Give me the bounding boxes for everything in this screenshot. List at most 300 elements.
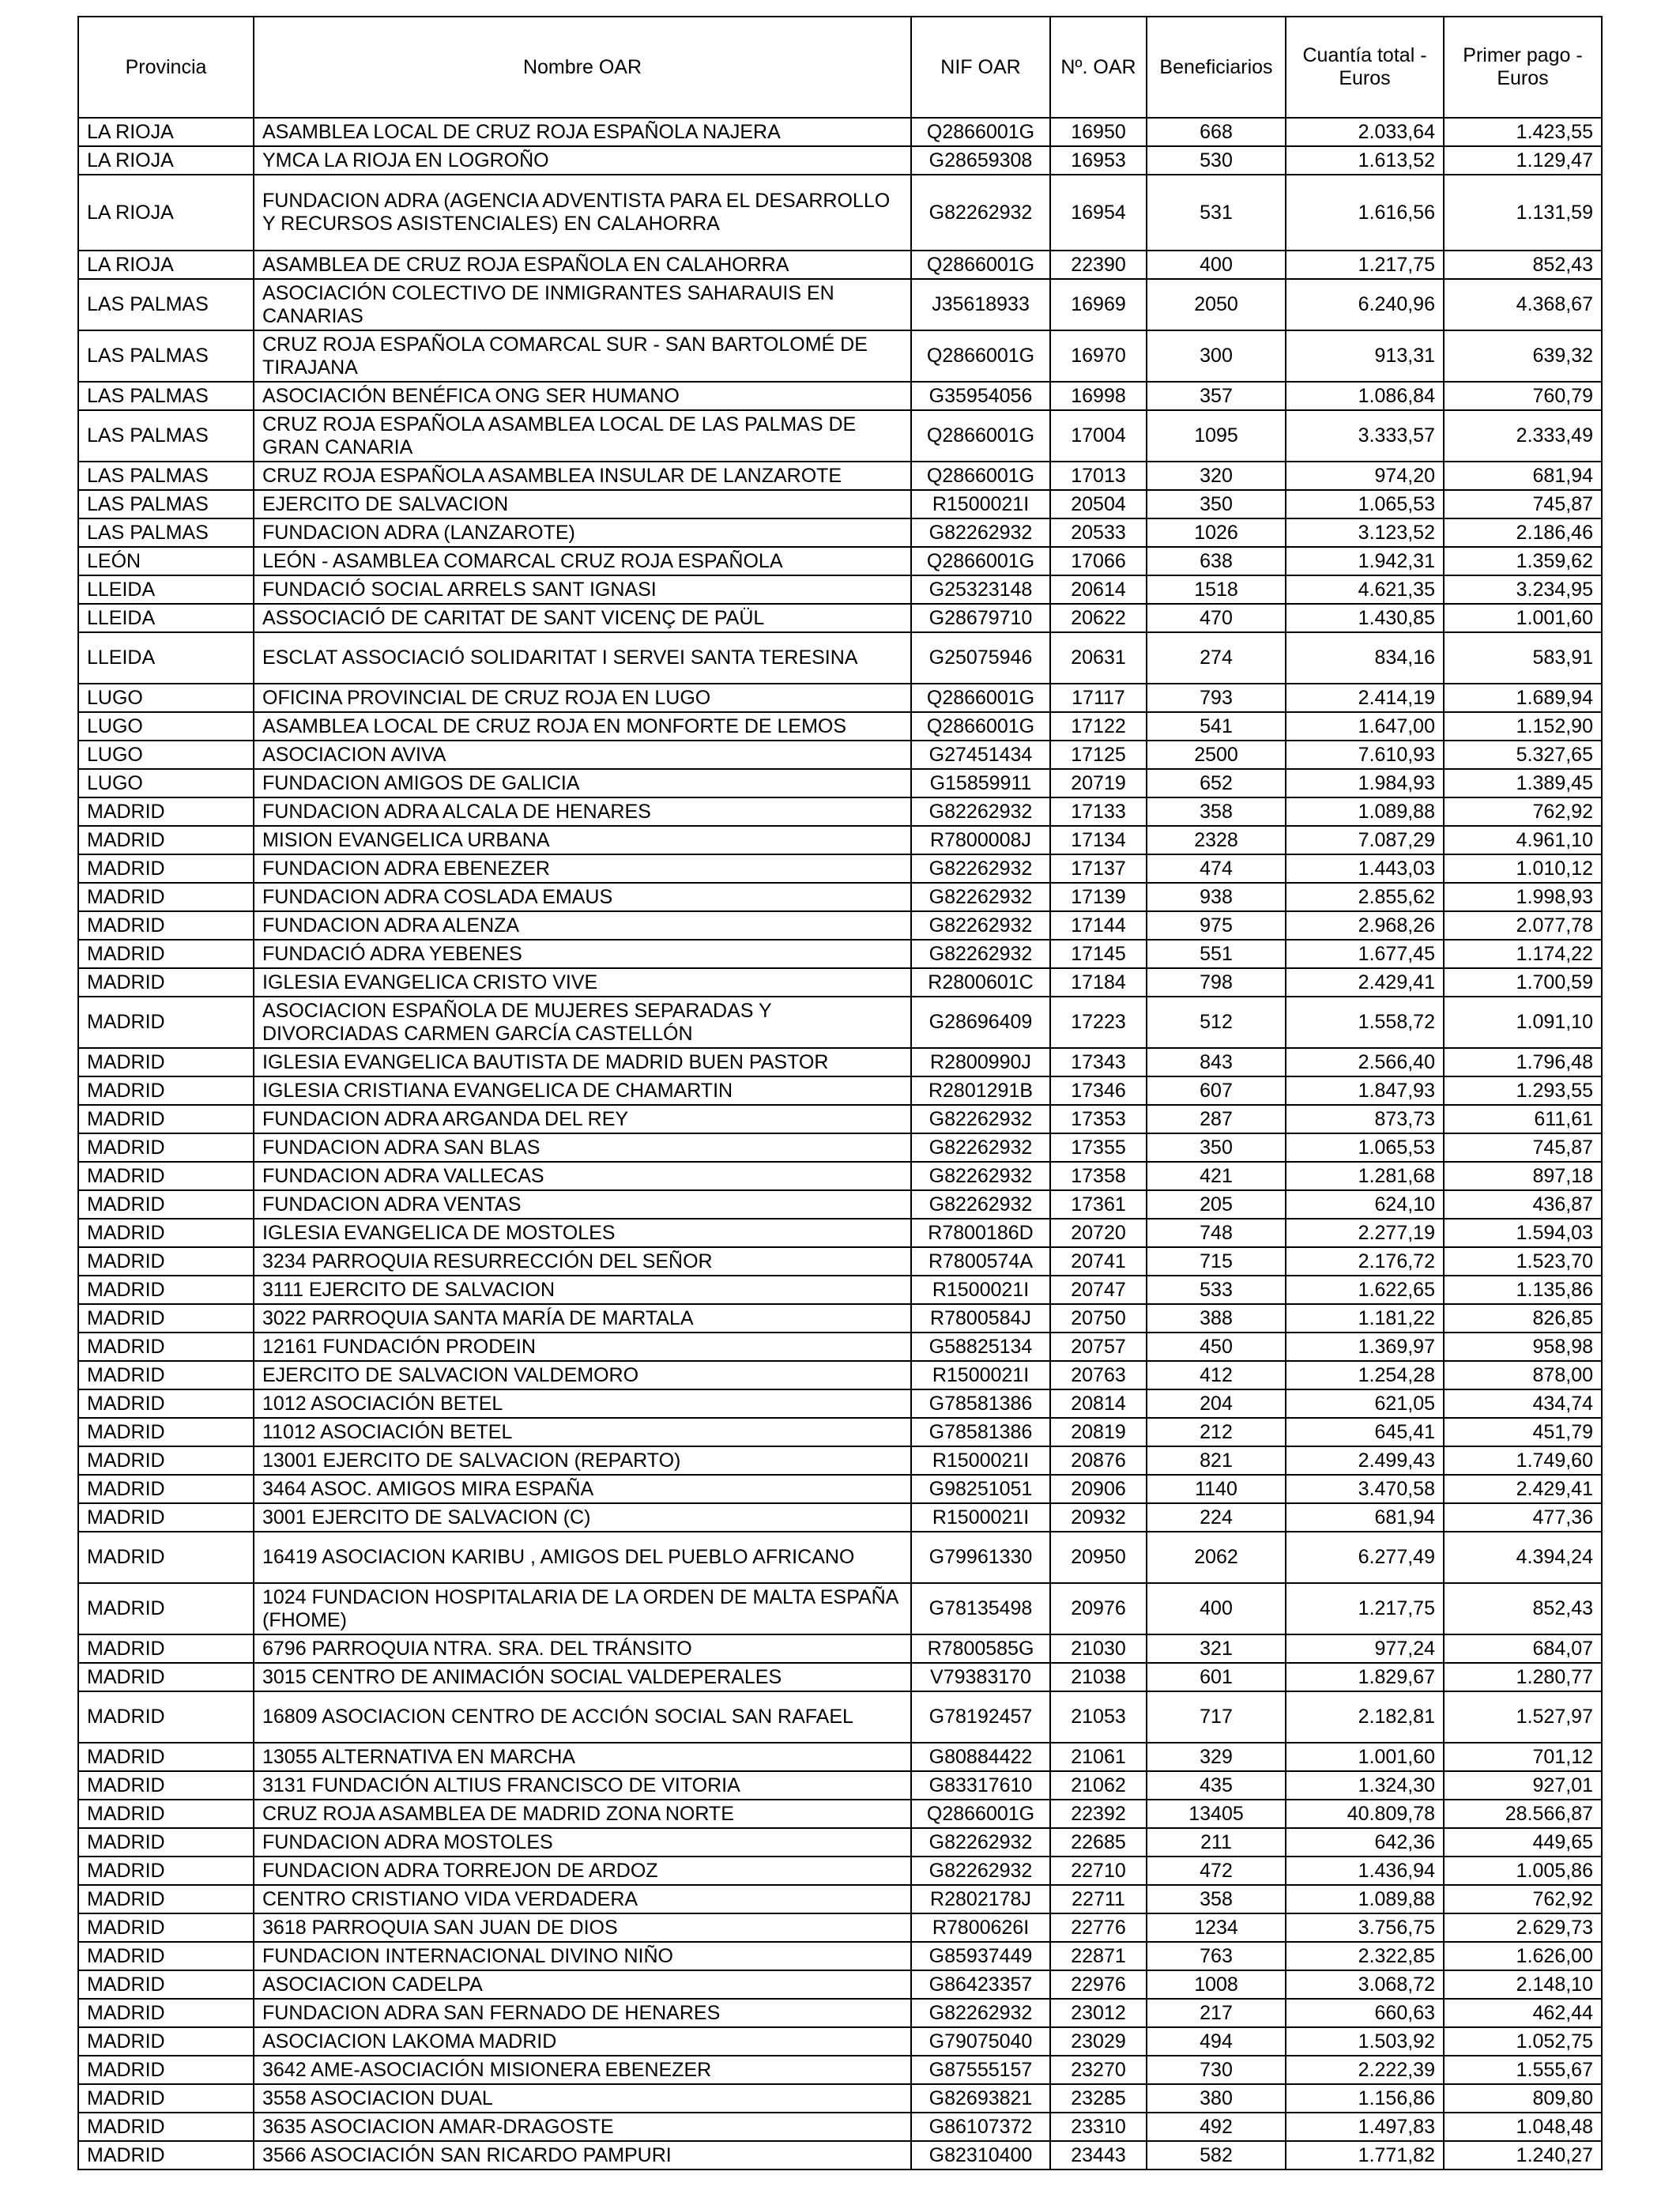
table-row bbox=[78, 1970, 1602, 1999]
nif-cell: R1500021I bbox=[911, 1446, 1050, 1475]
numero-cell: 20976 bbox=[1050, 1583, 1147, 1634]
numero-cell: 17134 bbox=[1050, 826, 1147, 854]
nombre-cell: 13001 EJERCITO DE SALVACION (REPARTO) bbox=[254, 1446, 911, 1475]
table-row bbox=[78, 1800, 1602, 1828]
table-row bbox=[78, 604, 1602, 632]
header-beneficiarios: Beneficiarios bbox=[1147, 17, 1286, 118]
beneficiarios-cell: 1026 bbox=[1147, 518, 1286, 547]
table-row bbox=[78, 251, 1602, 279]
provincia-cell: MADRID bbox=[78, 1970, 254, 1999]
cuantia-cell: 1.086,84 bbox=[1286, 382, 1444, 410]
table-row bbox=[78, 490, 1602, 518]
cuantia-cell: 1.613,52 bbox=[1286, 146, 1444, 175]
primer-pago-cell: 1.700,59 bbox=[1444, 968, 1602, 997]
table-row bbox=[78, 1105, 1602, 1133]
nif-cell: G78581386 bbox=[911, 1389, 1050, 1418]
nif-cell: G82262932 bbox=[911, 1162, 1050, 1190]
numero-cell: 22711 bbox=[1050, 1885, 1147, 1913]
nif-cell: Q2866001G bbox=[911, 462, 1050, 490]
table-row bbox=[78, 575, 1602, 604]
primer-pago-cell: 1.135,86 bbox=[1444, 1276, 1602, 1304]
nombre-cell: FUNDACION ADRA COSLADA EMAUS bbox=[254, 883, 911, 911]
nombre-cell: CRUZ ROJA ESPAÑOLA ASAMBLEA LOCAL DE LAS PALMAS DE GRAN CANARIA bbox=[254, 410, 911, 462]
nif-cell: J35618933 bbox=[911, 279, 1050, 330]
table-row bbox=[78, 1219, 1602, 1247]
beneficiarios-cell: 211 bbox=[1147, 1828, 1286, 1857]
beneficiarios-cell: 601 bbox=[1147, 1663, 1286, 1691]
beneficiarios-cell: 541 bbox=[1147, 712, 1286, 741]
table-row bbox=[78, 518, 1602, 547]
cuantia-cell: 6.240,96 bbox=[1286, 279, 1444, 330]
table-row bbox=[78, 1247, 1602, 1276]
nif-cell: G58825134 bbox=[911, 1333, 1050, 1361]
cuantia-cell: 1.065,53 bbox=[1286, 1133, 1444, 1162]
nombre-cell: 16809 ASOCIACION CENTRO DE ACCIÓN SOCIAL SAN RAFAEL bbox=[254, 1691, 911, 1743]
provincia-cell: LLEIDA bbox=[78, 632, 254, 684]
provincia-cell: MADRID bbox=[78, 1190, 254, 1219]
numero-cell: 22976 bbox=[1050, 1970, 1147, 1999]
nombre-cell: FUNDACION AMIGOS DE GALICIA bbox=[254, 769, 911, 797]
numero-cell: 20763 bbox=[1050, 1361, 1147, 1389]
numero-cell: 22390 bbox=[1050, 251, 1147, 279]
numero-cell: 17145 bbox=[1050, 940, 1147, 968]
beneficiarios-cell: 320 bbox=[1147, 462, 1286, 490]
nif-cell: R1500021I bbox=[911, 1361, 1050, 1389]
nombre-cell: YMCA LA RIOJA EN LOGROÑO bbox=[254, 146, 911, 175]
header-provincia: Provincia bbox=[78, 17, 254, 118]
provincia-cell: MADRID bbox=[78, 911, 254, 940]
numero-cell: 20504 bbox=[1050, 490, 1147, 518]
nombre-cell: ASSOCIACIÓ DE CARITAT DE SANT VICENÇ DE PAÜL bbox=[254, 604, 911, 632]
table-row bbox=[78, 1691, 1602, 1743]
header-row bbox=[78, 17, 1602, 118]
beneficiarios-cell: 843 bbox=[1147, 1048, 1286, 1076]
primer-pago-cell: 1.001,60 bbox=[1444, 604, 1602, 632]
table-row bbox=[78, 1475, 1602, 1503]
header-numero: Nº. OAR bbox=[1050, 17, 1147, 118]
numero-cell: 17139 bbox=[1050, 883, 1147, 911]
beneficiarios-cell: 494 bbox=[1147, 2027, 1286, 2056]
nif-cell: Q2866001G bbox=[911, 410, 1050, 462]
table-row bbox=[78, 968, 1602, 997]
cuantia-cell: 1.829,67 bbox=[1286, 1663, 1444, 1691]
primer-pago-cell: 1.523,70 bbox=[1444, 1247, 1602, 1276]
nif-cell: G82262932 bbox=[911, 854, 1050, 883]
beneficiarios-cell: 421 bbox=[1147, 1162, 1286, 1190]
provincia-cell: LEÓN bbox=[78, 547, 254, 575]
nif-cell: G82310400 bbox=[911, 2141, 1050, 2169]
primer-pago-cell: 826,85 bbox=[1444, 1304, 1602, 1333]
primer-pago-cell: 449,65 bbox=[1444, 1828, 1602, 1857]
table-row bbox=[78, 1133, 1602, 1162]
provincia-cell: MADRID bbox=[78, 1942, 254, 1970]
nif-cell: G86423357 bbox=[911, 1970, 1050, 1999]
nombre-cell: 3234 PARROQUIA RESURRECCIÓN DEL SEÑOR bbox=[254, 1247, 911, 1276]
nombre-cell: 6796 PARROQUIA NTRA. SRA. DEL TRÁNSITO bbox=[254, 1634, 911, 1663]
cuantia-cell: 834,16 bbox=[1286, 632, 1444, 684]
nombre-cell: CENTRO CRISTIANO VIDA VERDADERA bbox=[254, 1885, 911, 1913]
nombre-cell: IGLESIA EVANGELICA DE MOSTOLES bbox=[254, 1219, 911, 1247]
nif-cell: G82262932 bbox=[911, 518, 1050, 547]
primer-pago-cell: 583,91 bbox=[1444, 632, 1602, 684]
cuantia-cell: 1.217,75 bbox=[1286, 251, 1444, 279]
nombre-cell: FUNDACIÓ ADRA YEBENES bbox=[254, 940, 911, 968]
numero-cell: 20741 bbox=[1050, 1247, 1147, 1276]
nif-cell: G82262932 bbox=[911, 175, 1050, 251]
numero-cell: 20757 bbox=[1050, 1333, 1147, 1361]
cuantia-cell: 1.558,72 bbox=[1286, 997, 1444, 1048]
primer-pago-cell: 1.129,47 bbox=[1444, 146, 1602, 175]
beneficiarios-cell: 798 bbox=[1147, 968, 1286, 997]
numero-cell: 17013 bbox=[1050, 462, 1147, 490]
numero-cell: 20906 bbox=[1050, 1475, 1147, 1503]
table-row bbox=[78, 883, 1602, 911]
provincia-cell: MADRID bbox=[78, 997, 254, 1048]
numero-cell: 22871 bbox=[1050, 1942, 1147, 1970]
beneficiarios-cell: 582 bbox=[1147, 2141, 1286, 2169]
header-primer-pago: Primer pago - Euros bbox=[1444, 17, 1602, 118]
cuantia-cell: 974,20 bbox=[1286, 462, 1444, 490]
nif-cell: G82262932 bbox=[911, 911, 1050, 940]
table-row bbox=[78, 1583, 1602, 1634]
numero-cell: 17361 bbox=[1050, 1190, 1147, 1219]
numero-cell: 17004 bbox=[1050, 410, 1147, 462]
primer-pago-cell: 1.293,55 bbox=[1444, 1076, 1602, 1105]
numero-cell: 20631 bbox=[1050, 632, 1147, 684]
primer-pago-cell: 2.186,46 bbox=[1444, 518, 1602, 547]
primer-pago-cell: 451,79 bbox=[1444, 1418, 1602, 1446]
numero-cell: 16970 bbox=[1050, 330, 1147, 382]
cuantia-cell: 1.436,94 bbox=[1286, 1857, 1444, 1885]
table-row bbox=[78, 462, 1602, 490]
nombre-cell: 12161 FUNDACIÓN PRODEIN bbox=[254, 1333, 911, 1361]
table-row bbox=[78, 1276, 1602, 1304]
provincia-cell: MADRID bbox=[78, 940, 254, 968]
table-row bbox=[78, 1333, 1602, 1361]
primer-pago-cell: 1.423,55 bbox=[1444, 118, 1602, 146]
beneficiarios-cell: 1140 bbox=[1147, 1475, 1286, 1503]
primer-pago-cell: 1.091,10 bbox=[1444, 997, 1602, 1048]
provincia-cell: LA RIOJA bbox=[78, 118, 254, 146]
beneficiarios-cell: 204 bbox=[1147, 1389, 1286, 1418]
table-row bbox=[78, 684, 1602, 712]
beneficiarios-cell: 512 bbox=[1147, 997, 1286, 1048]
provincia-cell: MADRID bbox=[78, 968, 254, 997]
nombre-cell: 3015 CENTRO DE ANIMACIÓN SOCIAL VALDEPERALES bbox=[254, 1663, 911, 1691]
table-row bbox=[78, 911, 1602, 940]
header-cuantia-total: Cuantía total - Euros bbox=[1286, 17, 1444, 118]
numero-cell: 22710 bbox=[1050, 1857, 1147, 1885]
cuantia-cell: 1.771,82 bbox=[1286, 2141, 1444, 2169]
beneficiarios-cell: 357 bbox=[1147, 382, 1286, 410]
cuantia-cell: 2.566,40 bbox=[1286, 1048, 1444, 1076]
table-row bbox=[78, 382, 1602, 410]
nombre-cell: EJERCITO DE SALVACION bbox=[254, 490, 911, 518]
cuantia-cell: 3.068,72 bbox=[1286, 1970, 1444, 1999]
oar-table bbox=[77, 16, 1603, 2170]
table-row bbox=[78, 1634, 1602, 1663]
numero-cell: 20932 bbox=[1050, 1503, 1147, 1532]
numero-cell: 17066 bbox=[1050, 547, 1147, 575]
nif-cell: G85937449 bbox=[911, 1942, 1050, 1970]
primer-pago-cell: 1.131,59 bbox=[1444, 175, 1602, 251]
cuantia-cell: 1.181,22 bbox=[1286, 1304, 1444, 1333]
nif-cell: R2801291B bbox=[911, 1076, 1050, 1105]
table-row bbox=[78, 1532, 1602, 1583]
nombre-cell: 1012 ASOCIACIÓN BETEL bbox=[254, 1389, 911, 1418]
table-row bbox=[78, 1828, 1602, 1857]
table-row bbox=[78, 1771, 1602, 1800]
cuantia-cell: 7.087,29 bbox=[1286, 826, 1444, 854]
nif-cell: G82262932 bbox=[911, 1828, 1050, 1857]
provincia-cell: LAS PALMAS bbox=[78, 279, 254, 330]
primer-pago-cell: 1.796,48 bbox=[1444, 1048, 1602, 1076]
primer-pago-cell: 2.148,10 bbox=[1444, 1970, 1602, 1999]
nombre-cell: 3131 FUNDACIÓN ALTIUS FRANCISCO DE VITORIA bbox=[254, 1771, 911, 1800]
beneficiarios-cell: 300 bbox=[1147, 330, 1286, 382]
nif-cell: G80884422 bbox=[911, 1743, 1050, 1771]
table-row bbox=[78, 769, 1602, 797]
primer-pago-cell: 2.429,41 bbox=[1444, 1475, 1602, 1503]
provincia-cell: MADRID bbox=[78, 1105, 254, 1133]
nombre-cell: ASAMBLEA DE CRUZ ROJA ESPAÑOLA EN CALAHORRA bbox=[254, 251, 911, 279]
beneficiarios-cell: 450 bbox=[1147, 1333, 1286, 1361]
nombre-cell: 16419 ASOCIACION KARIBU , AMIGOS DEL PUEBLO AFRICANO bbox=[254, 1532, 911, 1583]
provincia-cell: MADRID bbox=[78, 1247, 254, 1276]
beneficiarios-cell: 400 bbox=[1147, 1583, 1286, 1634]
table-row bbox=[78, 2113, 1602, 2141]
table-row bbox=[78, 632, 1602, 684]
provincia-cell: MADRID bbox=[78, 2056, 254, 2084]
beneficiarios-cell: 224 bbox=[1147, 1503, 1286, 1532]
table-row bbox=[78, 1663, 1602, 1691]
nif-cell: G82262932 bbox=[911, 1190, 1050, 1219]
primer-pago-cell: 1.240,27 bbox=[1444, 2141, 1602, 2169]
nif-cell: G82262932 bbox=[911, 1857, 1050, 1885]
cuantia-cell: 2.322,85 bbox=[1286, 1942, 1444, 1970]
primer-pago-cell: 1.359,62 bbox=[1444, 547, 1602, 575]
provincia-cell: MADRID bbox=[78, 1276, 254, 1304]
nombre-cell: 3464 ASOC. AMIGOS MIRA ESPAÑA bbox=[254, 1475, 911, 1503]
beneficiarios-cell: 358 bbox=[1147, 1885, 1286, 1913]
numero-cell: 23012 bbox=[1050, 1999, 1147, 2027]
nif-cell: G79961330 bbox=[911, 1532, 1050, 1583]
nombre-cell: FUNDACION INTERNACIONAL DIVINO NIÑO bbox=[254, 1942, 911, 1970]
provincia-cell: MADRID bbox=[78, 2113, 254, 2141]
numero-cell: 17117 bbox=[1050, 684, 1147, 712]
table-row bbox=[78, 940, 1602, 968]
cuantia-cell: 645,41 bbox=[1286, 1418, 1444, 1446]
nif-cell: Q2866001G bbox=[911, 330, 1050, 382]
nombre-cell: FUNDACION ADRA SAN FERNADO DE HENARES bbox=[254, 1999, 911, 2027]
table-row bbox=[78, 146, 1602, 175]
nombre-cell: 3635 ASOCIACION AMAR-DRAGOSTE bbox=[254, 2113, 911, 2141]
beneficiarios-cell: 400 bbox=[1147, 251, 1286, 279]
primer-pago-cell: 1.689,94 bbox=[1444, 684, 1602, 712]
table-row bbox=[78, 1162, 1602, 1190]
nombre-cell: 3618 PARROQUIA SAN JUAN DE DIOS bbox=[254, 1913, 911, 1942]
numero-cell: 20720 bbox=[1050, 1219, 1147, 1247]
table-row bbox=[78, 330, 1602, 382]
provincia-cell: LAS PALMAS bbox=[78, 490, 254, 518]
table-row bbox=[78, 1885, 1602, 1913]
beneficiarios-cell: 531 bbox=[1147, 175, 1286, 251]
nif-cell: Q2866001G bbox=[911, 712, 1050, 741]
numero-cell: 20819 bbox=[1050, 1418, 1147, 1446]
cuantia-cell: 2.176,72 bbox=[1286, 1247, 1444, 1276]
provincia-cell: MADRID bbox=[78, 826, 254, 854]
provincia-cell: MADRID bbox=[78, 1583, 254, 1634]
beneficiarios-cell: 793 bbox=[1147, 684, 1286, 712]
beneficiarios-cell: 287 bbox=[1147, 1105, 1286, 1133]
primer-pago-cell: 611,61 bbox=[1444, 1105, 1602, 1133]
numero-cell: 20950 bbox=[1050, 1532, 1147, 1583]
cuantia-cell: 873,73 bbox=[1286, 1105, 1444, 1133]
numero-cell: 21030 bbox=[1050, 1634, 1147, 1663]
primer-pago-cell: 3.234,95 bbox=[1444, 575, 1602, 604]
table-row bbox=[78, 1389, 1602, 1418]
cuantia-cell: 1.677,45 bbox=[1286, 940, 1444, 968]
cuantia-cell: 1.089,88 bbox=[1286, 797, 1444, 826]
nombre-cell: IGLESIA EVANGELICA BAUTISTA DE MADRID BUEN PASTOR bbox=[254, 1048, 911, 1076]
nombre-cell: MISION EVANGELICA URBANA bbox=[254, 826, 911, 854]
nombre-cell: IGLESIA EVANGELICA CRISTO VIVE bbox=[254, 968, 911, 997]
provincia-cell: MADRID bbox=[78, 1634, 254, 1663]
primer-pago-cell: 2.333,49 bbox=[1444, 410, 1602, 462]
provincia-cell: LA RIOJA bbox=[78, 251, 254, 279]
nombre-cell: 3566 ASOCIACIÓN SAN RICARDO PAMPURI bbox=[254, 2141, 911, 2169]
beneficiarios-cell: 1008 bbox=[1147, 1970, 1286, 1999]
nif-cell: G82262932 bbox=[911, 940, 1050, 968]
provincia-cell: MADRID bbox=[78, 1076, 254, 1105]
provincia-cell: LA RIOJA bbox=[78, 146, 254, 175]
nombre-cell: FUNDACION ADRA VENTAS bbox=[254, 1190, 911, 1219]
nombre-cell: 3111 EJERCITO DE SALVACION bbox=[254, 1276, 911, 1304]
primer-pago-cell: 927,01 bbox=[1444, 1771, 1602, 1800]
beneficiarios-cell: 358 bbox=[1147, 797, 1286, 826]
cuantia-cell: 3.333,57 bbox=[1286, 410, 1444, 462]
cuantia-cell: 1.089,88 bbox=[1286, 1885, 1444, 1913]
beneficiarios-cell: 730 bbox=[1147, 2056, 1286, 2084]
nif-cell: R7800008J bbox=[911, 826, 1050, 854]
provincia-cell: LUGO bbox=[78, 712, 254, 741]
primer-pago-cell: 958,98 bbox=[1444, 1333, 1602, 1361]
provincia-cell: MADRID bbox=[78, 883, 254, 911]
primer-pago-cell: 1.005,86 bbox=[1444, 1857, 1602, 1885]
nombre-cell: CRUZ ROJA ESPAÑOLA COMARCAL SUR - SAN BARTOLOMÉ DE TIRAJANA bbox=[254, 330, 911, 382]
provincia-cell: MADRID bbox=[78, 1503, 254, 1532]
nif-cell: R2800990J bbox=[911, 1048, 1050, 1076]
provincia-cell: MADRID bbox=[78, 1418, 254, 1446]
beneficiarios-cell: 938 bbox=[1147, 883, 1286, 911]
numero-cell: 16998 bbox=[1050, 382, 1147, 410]
provincia-cell: MADRID bbox=[78, 2084, 254, 2113]
nif-cell: Q2866001G bbox=[911, 1800, 1050, 1828]
nif-cell: Q2866001G bbox=[911, 251, 1050, 279]
nif-cell: R2802178J bbox=[911, 1885, 1050, 1913]
cuantia-cell: 660,63 bbox=[1286, 1999, 1444, 2027]
beneficiarios-cell: 1234 bbox=[1147, 1913, 1286, 1942]
cuantia-cell: 913,31 bbox=[1286, 330, 1444, 382]
nombre-cell: ESCLAT ASSOCIACIÓ SOLIDARITAT I SERVEI SANTA TERESINA bbox=[254, 632, 911, 684]
table-row bbox=[78, 410, 1602, 462]
numero-cell: 21038 bbox=[1050, 1663, 1147, 1691]
numero-cell: 16969 bbox=[1050, 279, 1147, 330]
nombre-cell: 3558 ASOCIACION DUAL bbox=[254, 2084, 911, 2113]
nombre-cell: ASAMBLEA LOCAL DE CRUZ ROJA ESPAÑOLA NAJERA bbox=[254, 118, 911, 146]
beneficiarios-cell: 350 bbox=[1147, 490, 1286, 518]
provincia-cell: MADRID bbox=[78, 2141, 254, 2169]
nif-cell: G83317610 bbox=[911, 1771, 1050, 1800]
primer-pago-cell: 745,87 bbox=[1444, 490, 1602, 518]
cuantia-cell: 2.222,39 bbox=[1286, 2056, 1444, 2084]
cuantia-cell: 621,05 bbox=[1286, 1389, 1444, 1418]
numero-cell: 17343 bbox=[1050, 1048, 1147, 1076]
beneficiarios-cell: 412 bbox=[1147, 1361, 1286, 1389]
numero-cell: 17122 bbox=[1050, 712, 1147, 741]
primer-pago-cell: 1.010,12 bbox=[1444, 854, 1602, 883]
nombre-cell: FUNDACION ADRA EBENEZER bbox=[254, 854, 911, 883]
primer-pago-cell: 462,44 bbox=[1444, 1999, 1602, 2027]
nombre-cell: ASOCIACION LAKOMA MADRID bbox=[254, 2027, 911, 2056]
table-row bbox=[78, 797, 1602, 826]
nif-cell: G78192457 bbox=[911, 1691, 1050, 1743]
nombre-cell: 1024 FUNDACION HOSPITALARIA DE LA ORDEN DE MALTA ESPAÑA (FHOME) bbox=[254, 1583, 911, 1634]
beneficiarios-cell: 715 bbox=[1147, 1247, 1286, 1276]
numero-cell: 17355 bbox=[1050, 1133, 1147, 1162]
table-row bbox=[78, 1942, 1602, 1970]
beneficiarios-cell: 763 bbox=[1147, 1942, 1286, 1970]
table-row bbox=[78, 2141, 1602, 2169]
cuantia-cell: 1.942,31 bbox=[1286, 547, 1444, 575]
nombre-cell: ASAMBLEA LOCAL DE CRUZ ROJA EN MONFORTE DE LEMOS bbox=[254, 712, 911, 741]
numero-cell: 20719 bbox=[1050, 769, 1147, 797]
beneficiarios-cell: 2062 bbox=[1147, 1532, 1286, 1583]
nif-cell: G82262932 bbox=[911, 1999, 1050, 2027]
provincia-cell: MADRID bbox=[78, 1162, 254, 1190]
table-row bbox=[78, 118, 1602, 146]
table-row bbox=[78, 1503, 1602, 1532]
nif-cell: G78135498 bbox=[911, 1583, 1050, 1634]
cuantia-cell: 1.647,00 bbox=[1286, 712, 1444, 741]
cuantia-cell: 1.430,85 bbox=[1286, 604, 1444, 632]
primer-pago-cell: 852,43 bbox=[1444, 1583, 1602, 1634]
primer-pago-cell: 809,80 bbox=[1444, 2084, 1602, 2113]
cuantia-cell: 3.470,58 bbox=[1286, 1475, 1444, 1503]
cuantia-cell: 6.277,49 bbox=[1286, 1532, 1444, 1583]
beneficiarios-cell: 551 bbox=[1147, 940, 1286, 968]
beneficiarios-cell: 217 bbox=[1147, 1999, 1286, 2027]
cuantia-cell: 1.503,92 bbox=[1286, 2027, 1444, 2056]
primer-pago-cell: 1.594,03 bbox=[1444, 1219, 1602, 1247]
beneficiarios-cell: 2328 bbox=[1147, 826, 1286, 854]
primer-pago-cell: 1.998,93 bbox=[1444, 883, 1602, 911]
nombre-cell: 3022 PARROQUIA SANTA MARÍA DE MARTALA bbox=[254, 1304, 911, 1333]
nif-cell: R1500021I bbox=[911, 1503, 1050, 1532]
beneficiarios-cell: 1095 bbox=[1147, 410, 1286, 462]
numero-cell: 22776 bbox=[1050, 1913, 1147, 1942]
beneficiarios-cell: 607 bbox=[1147, 1076, 1286, 1105]
cuantia-cell: 4.621,35 bbox=[1286, 575, 1444, 604]
beneficiarios-cell: 492 bbox=[1147, 2113, 1286, 2141]
provincia-cell: MADRID bbox=[78, 1532, 254, 1583]
primer-pago-cell: 434,74 bbox=[1444, 1389, 1602, 1418]
provincia-cell: MADRID bbox=[78, 1304, 254, 1333]
provincia-cell: LUGO bbox=[78, 684, 254, 712]
provincia-cell: MADRID bbox=[78, 854, 254, 883]
nif-cell: G82262932 bbox=[911, 883, 1050, 911]
numero-cell: 20750 bbox=[1050, 1304, 1147, 1333]
